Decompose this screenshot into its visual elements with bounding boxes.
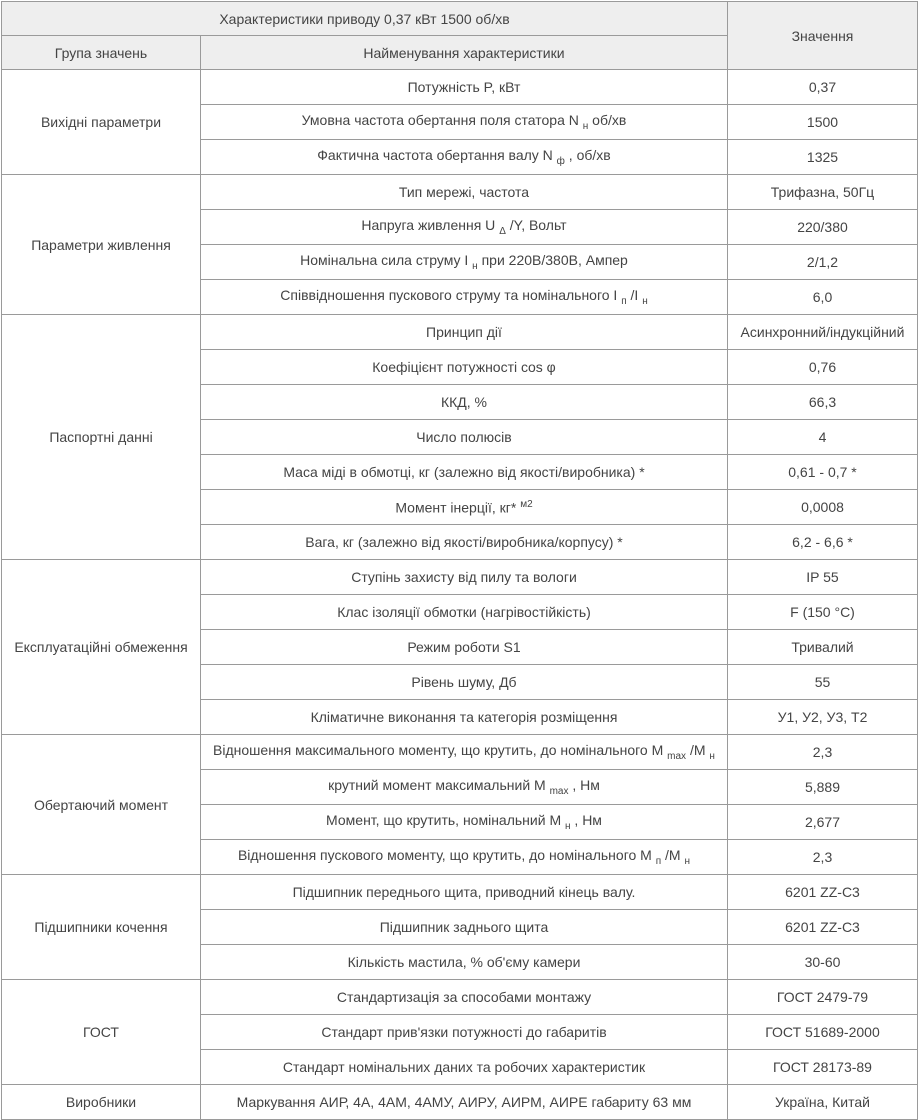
- characteristic-name-cell: [201, 175, 728, 210]
- value-cell: 4: [728, 420, 918, 455]
- characteristic-name-cell: [201, 770, 728, 805]
- characteristic-name-cell: [201, 805, 728, 840]
- label-text: /M: [686, 742, 710, 759]
- label-text: Маркування АИР, 4А, 4АМ, 4АМУ, АИРУ, АИРМ, АИРЕ габариту 63 мм: [236, 1094, 692, 1110]
- label-text: /M: [661, 847, 685, 864]
- table-row: [2, 735, 918, 770]
- label-text: Коефіцієнт потужності cos φ: [372, 359, 556, 375]
- spec-table: [1, 1, 918, 1120]
- group-name-cell: Паспортні данні: [2, 315, 201, 560]
- label-text: Відношення пускового моменту, що крутить, до номінального M: [237, 847, 656, 864]
- column-header-name: Найменування характеристики: [201, 36, 728, 70]
- characteristic-name-cell: [201, 105, 728, 140]
- characteristic-name-cell: [201, 875, 728, 910]
- label-text: Підшипник заднього щита: [379, 919, 549, 935]
- group-name-cell: Експлуатаційні обмеження: [2, 560, 201, 735]
- value-cell: 0,37: [728, 70, 918, 105]
- value-cell: 6,2 - 6,6 *: [728, 525, 918, 560]
- label-text: Принцип дії: [426, 324, 502, 340]
- value-cell: IP 55: [728, 560, 918, 595]
- label-subscript: н: [709, 750, 715, 762]
- label-text: Напруга живлення U: [361, 217, 500, 234]
- value-cell: 220/380: [728, 210, 918, 245]
- label-text: Номінальна сила струму I: [300, 252, 473, 269]
- characteristic-name-cell: [201, 980, 728, 1015]
- label-text: Ступінь захисту від пилу та вологи: [351, 569, 577, 585]
- characteristic-name-cell: [201, 280, 728, 315]
- group-name-cell: Підшипники кочення: [2, 875, 201, 980]
- characteristic-name-cell: [201, 910, 728, 945]
- label-text: крутний момент максимальний M: [328, 777, 550, 794]
- label-text: Вага, кг (залежно від якості/виробника/корпусу) *: [305, 534, 623, 550]
- value-cell: 2/1,2: [728, 245, 918, 280]
- value-cell: 1500: [728, 105, 918, 140]
- label-text: Число полюсів: [416, 429, 512, 445]
- characteristic-name-cell: [201, 665, 728, 700]
- label-subscript: max: [667, 750, 687, 762]
- label-text: Відношення максимального моменту, що крутить, до номінального M: [213, 742, 668, 759]
- characteristic-name-cell: [201, 210, 728, 245]
- table-row: [2, 875, 918, 910]
- label-text: Фактична частота обертання валу N: [317, 147, 557, 164]
- table-row: [2, 1085, 918, 1120]
- table-row: [2, 560, 918, 595]
- characteristic-name-cell: [201, 735, 728, 770]
- table-caption: Характеристики приводу 0,37 кВт 1500 об/хв: [2, 2, 728, 36]
- characteristic-name-cell: [201, 560, 728, 595]
- characteristic-name-cell: [201, 525, 728, 560]
- label-subscript: max: [549, 785, 569, 797]
- value-cell: 2,677: [728, 805, 918, 840]
- value-cell: Трифазна, 50Гц: [728, 175, 918, 210]
- value-cell: Україна, Китай: [728, 1085, 918, 1120]
- label-text: Момент інерції, кг*: [395, 499, 521, 516]
- value-cell: Тривалий: [728, 630, 918, 665]
- value-cell: F (150 °C): [728, 595, 918, 630]
- characteristic-name-cell: [201, 1050, 728, 1085]
- characteristic-name-cell: [201, 315, 728, 350]
- label-text: Режим роботи S1: [407, 639, 521, 655]
- group-name-cell: Вихідні параметри: [2, 70, 201, 175]
- value-cell: Асинхронний/індукційний: [728, 315, 918, 350]
- characteristic-name-cell: [201, 700, 728, 735]
- label-subscript: п: [655, 855, 662, 867]
- label-subscript: н: [684, 855, 691, 867]
- label-text: , Нм: [570, 812, 602, 829]
- characteristic-name-cell: [201, 1015, 728, 1050]
- value-cell: У1, У2, У3, Т2: [728, 700, 918, 735]
- table-row: [2, 315, 918, 350]
- label-text: , Нм: [568, 777, 600, 794]
- label-superscript: м2: [520, 498, 533, 510]
- label-text: Тип мережі, частота: [398, 184, 530, 200]
- value-cell: 2,3: [728, 735, 918, 770]
- value-cell: 6201 ZZ-C3: [728, 910, 918, 945]
- table-row: [2, 980, 918, 1015]
- label-text: при 220В/380В, Ампер: [477, 252, 628, 269]
- characteristic-name-cell: [201, 945, 728, 980]
- characteristic-name-cell: [201, 840, 728, 875]
- value-cell: ГОСТ 51689-2000: [728, 1015, 918, 1050]
- value-cell: 6,0: [728, 280, 918, 315]
- label-text: /I: [626, 287, 643, 304]
- value-cell: ГОСТ 28173-89: [728, 1050, 918, 1085]
- characteristic-name-cell: [201, 385, 728, 420]
- label-text: Умовна частота обертання поля статора N: [301, 112, 583, 129]
- label-text: /Y, Вольт: [505, 217, 567, 234]
- value-cell: 0,61 - 0,7 *: [728, 455, 918, 490]
- label-subscript: н: [565, 820, 571, 832]
- column-header-group: Група значень: [2, 36, 201, 70]
- value-cell: 6201 ZZ-C3: [728, 875, 918, 910]
- group-name-cell: ГОСТ: [2, 980, 201, 1085]
- value-cell: 0,0008: [728, 490, 918, 525]
- label-subscript: н: [642, 295, 648, 307]
- label-text: Рівень шуму, Дб: [411, 674, 517, 690]
- label-text: Клас ізоляції обмотки (нагрівостійкість): [337, 604, 591, 620]
- label-text: Потужність P, кВт: [407, 79, 521, 95]
- value-cell: ГОСТ 2479-79: [728, 980, 918, 1015]
- table-body: [2, 70, 918, 1120]
- label-text: Співвідношення пускового струму та номінального I: [280, 287, 622, 304]
- characteristic-name-cell: [201, 1085, 728, 1120]
- label-text: , об/хв: [564, 147, 611, 164]
- value-cell: 1325: [728, 140, 918, 175]
- value-cell: 66,3: [728, 385, 918, 420]
- characteristic-name-cell: [201, 70, 728, 105]
- characteristic-name-cell: [201, 595, 728, 630]
- label-text: Кліматичне виконання та категорія розміщення: [310, 709, 618, 725]
- characteristic-name-cell: [201, 350, 728, 385]
- label-subscript: п: [621, 295, 627, 307]
- label-text: Стандарт прив'язки потужності до габаритів: [321, 1024, 607, 1040]
- value-cell: 5,889: [728, 770, 918, 805]
- label-subscript: Δ: [499, 225, 506, 237]
- characteristic-name-cell: [201, 630, 728, 665]
- group-name-cell: Виробники: [2, 1085, 201, 1120]
- column-header-value: Значення: [728, 2, 918, 70]
- characteristic-name-cell: [201, 420, 728, 455]
- label-text: Стандарт номінальних даних та робочих характеристик: [282, 1059, 646, 1075]
- label-text: ККД, %: [440, 394, 488, 410]
- label-subscript: ф: [556, 155, 565, 167]
- label-text: Підшипник переднього щита, приводний кінець валу.: [292, 884, 636, 900]
- value-cell: 0,76: [728, 350, 918, 385]
- group-name-cell: Параметри живлення: [2, 175, 201, 315]
- label-text: Маса міді в обмотці, кг (залежно від якості/виробника) *: [283, 464, 645, 480]
- value-cell: 30-60: [728, 945, 918, 980]
- label-subscript: н: [472, 260, 478, 272]
- table-row: [2, 70, 918, 105]
- label-text: Стандартизація за способами монтажу: [336, 989, 592, 1005]
- characteristic-name-cell: [201, 490, 728, 525]
- label-text: об/хв: [588, 112, 627, 129]
- label-text: Кількість мастила, % об'єму камери: [347, 954, 581, 970]
- characteristic-name-cell: [201, 140, 728, 175]
- value-cell: 2,3: [728, 840, 918, 875]
- characteristic-name-cell: [201, 245, 728, 280]
- value-cell: 55: [728, 665, 918, 700]
- label-subscript: н: [582, 120, 589, 132]
- group-name-cell: Обертаючий момент: [2, 735, 201, 875]
- table-row: [2, 175, 918, 210]
- characteristic-name-cell: [201, 455, 728, 490]
- label-text: Момент, що крутить, номінальний M: [326, 812, 565, 829]
